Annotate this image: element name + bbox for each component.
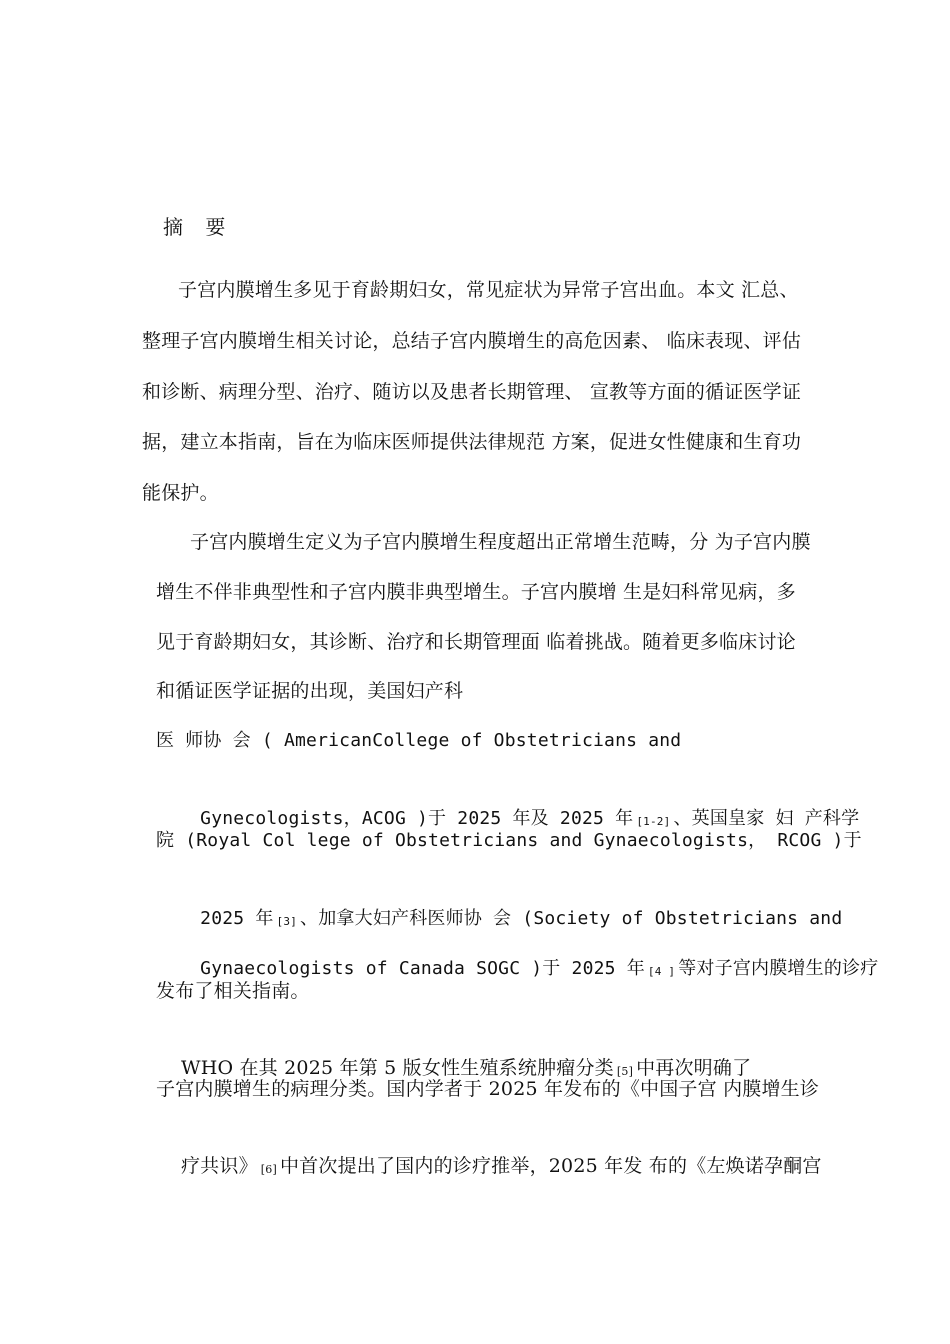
who-text: WHO 在其 2025 年第 5 版女性生殖系统肿瘤分类	[180, 1057, 614, 1079]
pathology-line: 子宫内膜增生的病理分类。国内学者于 2025 年发布的《中国子宫 内膜增生诊	[156, 1078, 820, 1100]
para2-line-4: 和循证医学证据的出现，美国妇产科	[156, 680, 464, 702]
sogc-text: 、加拿大妇产科医师协 会 (Society of Obstetricians and	[300, 908, 843, 929]
para2-line-1: 子宫内膜增生定义为子宫内膜增生程度超出正常增生范畴，分 为子宫内膜	[190, 531, 811, 553]
para1-line-2: 整理子宫内膜增生相关讨论，总结子宫内膜增生的高危因素、 临床表现、评估	[142, 330, 802, 352]
consensus-line	[156, 1124, 822, 1212]
para2-line-3: 见于育龄期妇女，其诊断、治疗和长期管理面 临着挑战。随着更多临床讨论	[156, 631, 796, 653]
sogc-year-text: 2025 年	[200, 908, 274, 929]
para1-line-5: 能保护。	[142, 482, 219, 504]
citation-ref-1-2[interactable]: [1-2]	[636, 815, 671, 828]
citation-ref-5[interactable]: [5]	[616, 1065, 634, 1078]
consensus-text: 疗共识》	[180, 1155, 258, 1177]
para2-line-2: 增生不伴非典型性和子宫内膜非典型增生。子宫内膜增 生是妇科常见病，多	[156, 581, 796, 603]
acog-text: Gynecologists，ACOG )于 2025 年及 2025 年	[200, 808, 634, 829]
canada-tail-text: 等对子宫内膜增生的诊疗	[678, 958, 879, 979]
citation-ref-6[interactable]: [6]	[260, 1163, 277, 1176]
publish-line: 发布了相关指南。	[156, 980, 310, 1002]
para1-line-3: 和诊断、病理分型、治疗、随访以及患者长期管理、 宣教等方面的循证医学证	[142, 381, 802, 403]
abstract-heading: 摘 要	[163, 215, 234, 239]
para1-line-1: 子宫内膜增生多见于育龄期妇女，常见症状为异常子宫出血。本文 汇总、	[178, 279, 799, 301]
citation-ref-3[interactable]: [3]	[276, 915, 298, 928]
consensus-tail-text: 中首次提出了国内的诊疗推举，2025 年发 布的《左焕诺孕酮宫	[279, 1155, 822, 1177]
canada-text: Gynaecologists of Canada SOGC )于 2025 年	[200, 958, 645, 979]
rcog-intro-text: 、英国皇家 妇 产科学	[673, 808, 860, 829]
para2-line-5: 医 师协 会 ( AmericanCollege of Obstetricians and	[156, 730, 682, 751]
rcog-line: 院 (Royal Col lege of Obstetricians and Gynaecologists， RCOG )于	[156, 830, 862, 851]
para1-line-4: 据，建立本指南，旨在为临床医师提供法律规范 方案，促进女性健康和生育功	[142, 431, 802, 453]
citation-ref-4[interactable]: [4 ]	[647, 965, 676, 978]
who-tail-text: 中再次明确了	[636, 1057, 752, 1079]
